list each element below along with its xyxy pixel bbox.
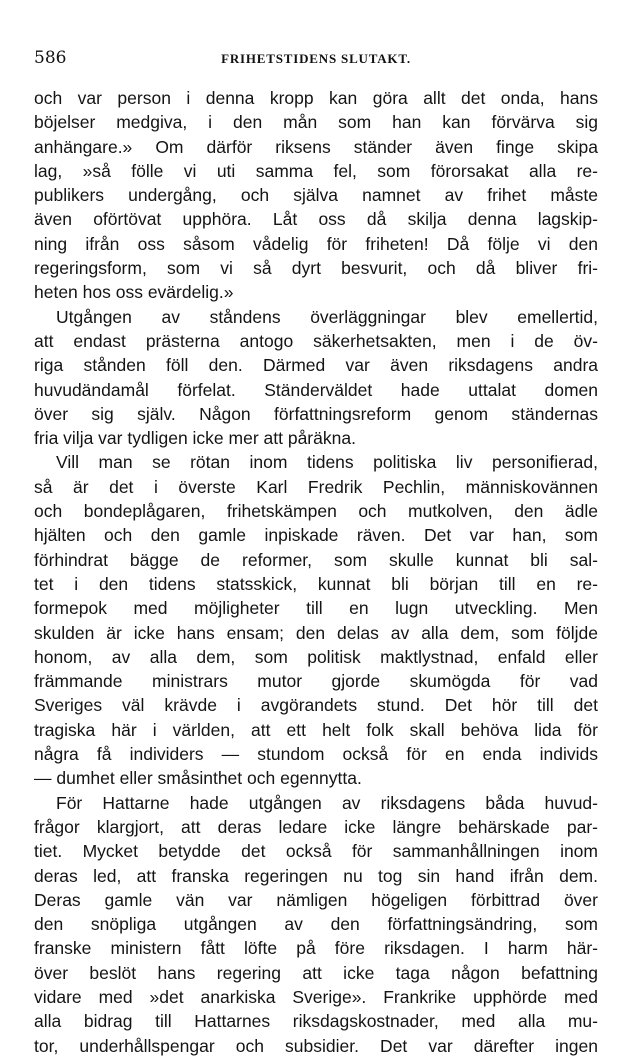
text-line: över sig själv. Någon författningsreform genom ständernas [34, 403, 598, 424]
page-number: 586 [34, 48, 67, 68]
paragraph-start-line: För Hattarne hade utgången av riksdagens båda huvud- [56, 792, 598, 813]
body-text [34, 86, 598, 1058]
text-line: honom, av alla dem, som politisk maktlystnad, enfald eller [34, 646, 598, 667]
page-header [34, 46, 598, 70]
text-line: böjelser medgiva, i den mån som han kan förvärva sig [34, 112, 598, 133]
text-line: att endast prästerna antogo säkerhetsakten, men i de öv- [34, 330, 598, 351]
text-line: riga stånden föll den. Därmed var även riksdagens andra [34, 355, 598, 376]
paragraph-end-line: — dumhet eller småsinthet och egennytta. [34, 768, 362, 789]
text-line: tor, underhållspengar och subsidier. Det var därefter ingen [34, 1035, 598, 1056]
text-line: anhängare.» Om därför riksens ständer även finge skipa [34, 136, 598, 157]
text-line: över beslöt hans regering att icke taga någon befattning [34, 962, 598, 983]
text-line: franske ministern fått löfte på före riksdagen. I harm här- [34, 938, 598, 959]
text-line: frågor klargjort, att deras ledare icke längre behärskade par- [34, 816, 598, 837]
text-line: formepok med möjligheter till en lugn utveckling. Men [34, 598, 598, 619]
text-line: och var person i denna kropp kan göra allt det onda, hans [34, 88, 598, 108]
text-line: hjälten och den gamle inpiskade räven. Det var han, som [34, 525, 598, 546]
text-line: ning ifrån oss såsom vådelig för friheten! Då följe vi den [34, 233, 598, 254]
text-line: regeringsform, som vi så dyrt besvurit, och då bliver fri- [34, 258, 598, 279]
paragraph-end-line: fria vilja var tydligen icke mer att påräkna. [34, 428, 356, 449]
text-line: tragiska här i världen, att ett helt folk skall behöva lida för [34, 719, 598, 740]
text-line: deras led, att franska regeringen nu tog sin hand ifrån dem. [34, 865, 598, 886]
paragraph-end-line: heten hos oss evärdelig.» [34, 282, 234, 303]
text-line: förhindrat bägge de reformer, som skulle kunnat bli sal- [34, 549, 598, 570]
text-line: Deras gamle vän var nämligen högeligen förbittrad över [34, 889, 598, 910]
text-line: några få individers — stundom också för en enda individs [34, 744, 598, 765]
text-line: Sveriges väl krävde i avgörandets stund. Det hör till det [34, 695, 598, 716]
text-line: så är det i överste Karl Fredrik Pechlin, människovännen [34, 476, 598, 497]
text-line: lag, »så fölle vi uti samma fel, som förorsakat alla re- [34, 160, 598, 181]
text-line: skulden är icke hans ensam; den delas av alla dem, som följde [34, 622, 598, 643]
text-line: även oförtövat upphöra. Låt oss då skilja denna lagskip- [34, 209, 598, 230]
text-line: vidare med »det anarkiska Sverige». Frankrike upphörde med [34, 986, 598, 1007]
paragraph-start-line: Utgången av ståndens överläggningar blev emellertid, [56, 306, 598, 327]
paragraph-start-line: Vill man se rötan inom tidens politiska liv personifierad, [56, 452, 598, 473]
text-line: främmande ministrars mutor gjorde skumögda för vad [34, 671, 598, 692]
text-line: tet i den tidens statsskick, kunnat bli början till en re- [34, 573, 598, 594]
running-title: FRIHETSTIDENS SLUTAKT. [221, 51, 411, 66]
text-line: den snöpliga utgången av den författningsändring, som [34, 914, 598, 935]
text-line: alla bidrag till Hattarnes riksdagskostnader, med alla mu- [34, 1011, 598, 1032]
text-line: tiet. Mycket betydde det också för sammanhållningen inom [34, 841, 598, 862]
text-line: huvudändamål förfelat. Ständerväldet hade uttalat domen [34, 379, 598, 400]
text-line: och bondeplågaren, frihetskämpen och mutkolven, den ädle [34, 501, 598, 522]
text-line: publikers undergång, och själva namnet av frihet måste [34, 185, 598, 206]
